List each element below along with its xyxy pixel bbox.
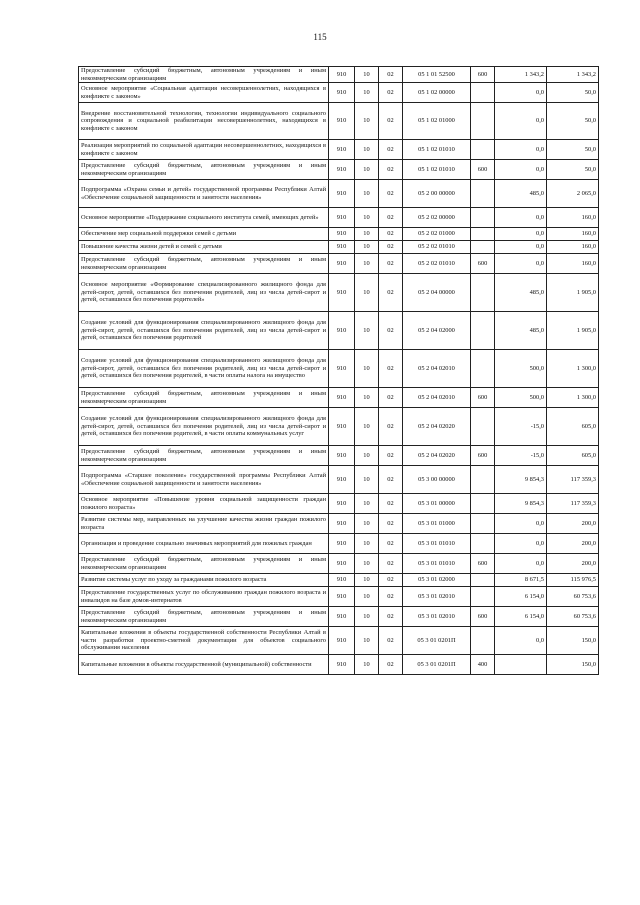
target-article-code: 05 2 04 02010 (403, 388, 471, 408)
section-code: 10 (355, 627, 379, 655)
grbs-code: 910 (329, 180, 355, 208)
expense-type-code: 600 (471, 554, 495, 574)
item-name: Реализация мероприятий по социальной адаптации несовершеннолетних, находящихся в конфликте с законом (79, 140, 329, 160)
amount-change: 0,0 (495, 514, 547, 534)
expense-type-code (471, 228, 495, 241)
amount-change: 1 343,2 (495, 67, 547, 83)
page-number: 115 (313, 32, 327, 42)
section-code: 10 (355, 574, 379, 587)
item-name: Предоставление субсидий бюджетным, автономным учреждениям и иным некоммерческим организациям (79, 388, 329, 408)
subsection-code: 02 (379, 208, 403, 228)
expense-type-code (471, 350, 495, 388)
section-code: 10 (355, 208, 379, 228)
amount-change: 9 854,3 (495, 466, 547, 494)
expense-type-code: 600 (471, 607, 495, 627)
item-name: Основное мероприятие «Повышение уровня социальной защищенности граждан пожилого возраста» (79, 494, 329, 514)
expense-type-code (471, 587, 495, 607)
section-code: 10 (355, 103, 379, 140)
amount-total: 117 359,3 (547, 466, 599, 494)
expense-type-code (471, 83, 495, 103)
subsection-code: 02 (379, 655, 403, 675)
section-code: 10 (355, 350, 379, 388)
amount-total: 50,0 (547, 103, 599, 140)
item-name: Создание условий для функционирования специализированного жилищного фонда для детей-сирот, детей, оставшихся без попечения родителей, лиц из числа детей-сирот и детей, оставшихся без попечения родителей (79, 312, 329, 350)
subsection-code: 02 (379, 67, 403, 83)
subsection-code: 02 (379, 554, 403, 574)
target-article-code: 05 3 01 0201П (403, 655, 471, 675)
amount-total: 1 300,0 (547, 350, 599, 388)
section-code: 10 (355, 466, 379, 494)
amount-total: 200,0 (547, 514, 599, 534)
table-row (79, 180, 599, 208)
target-article-code: 05 3 01 01010 (403, 534, 471, 554)
item-name: Подпрограмма «Охрана семьи и детей» государственной программы Республики Алтай «Обеспечение социальной защищенности и занятости населения» (79, 180, 329, 208)
expense-type-code (471, 514, 495, 534)
grbs-code: 910 (329, 241, 355, 254)
target-article-code: 05 3 00 00000 (403, 466, 471, 494)
item-name: Организация и проведение социально значимых мероприятий для пожилых граждан (79, 534, 329, 554)
subsection-code: 02 (379, 160, 403, 180)
subsection-code: 02 (379, 446, 403, 466)
grbs-code: 910 (329, 254, 355, 274)
target-article-code: 05 2 02 00000 (403, 208, 471, 228)
grbs-code: 910 (329, 627, 355, 655)
amount-change: 0,0 (495, 83, 547, 103)
amount-change: 500,0 (495, 350, 547, 388)
amount-total: 1 343,2 (547, 67, 599, 83)
amount-total: 60 753,6 (547, 587, 599, 607)
section-code: 10 (355, 514, 379, 534)
table-row (79, 160, 599, 180)
amount-total: 160,0 (547, 254, 599, 274)
subsection-code: 02 (379, 494, 403, 514)
table-row (79, 655, 599, 675)
amount-total: 605,0 (547, 446, 599, 466)
table-row (79, 514, 599, 534)
amount-total: 160,0 (547, 228, 599, 241)
table-row (79, 103, 599, 140)
expense-type-code: 600 (471, 388, 495, 408)
amount-change: 9 854,3 (495, 494, 547, 514)
item-name: Развитие системы мер, направленных на улучшение качества жизни граждан пожилого возраста (79, 514, 329, 534)
grbs-code: 910 (329, 388, 355, 408)
table-row (79, 140, 599, 160)
section-code: 10 (355, 274, 379, 312)
item-name: Повышение качества жизни детей и семей с детьми (79, 241, 329, 254)
table-row (79, 241, 599, 254)
section-code: 10 (355, 67, 379, 83)
grbs-code: 910 (329, 160, 355, 180)
section-code: 10 (355, 554, 379, 574)
amount-total: 200,0 (547, 534, 599, 554)
amount-change: 0,0 (495, 103, 547, 140)
item-name: Создание условий для функционирования специализированного жилищного фонда для детей-сирот, детей, оставшихся без попечения родителей, лиц из числа детей-сирот и детей, оставшихся без попечения родителей, в части оплаты коммунальных услуг (79, 408, 329, 446)
section-code: 10 (355, 587, 379, 607)
grbs-code: 910 (329, 494, 355, 514)
amount-change (495, 655, 547, 675)
table-row (79, 67, 599, 83)
amount-change: 0,0 (495, 534, 547, 554)
amount-change: 0,0 (495, 228, 547, 241)
subsection-code: 02 (379, 241, 403, 254)
grbs-code: 910 (329, 574, 355, 587)
item-name: Развитие системы услуг по уходу за гражданами пожилого возраста (79, 574, 329, 587)
subsection-code: 02 (379, 312, 403, 350)
amount-change: 0,0 (495, 627, 547, 655)
table-row (79, 587, 599, 607)
subsection-code: 02 (379, 140, 403, 160)
target-article-code: 05 2 02 01000 (403, 228, 471, 241)
amount-total: 1 905,0 (547, 274, 599, 312)
item-name: Предоставление субсидий бюджетным, автономным учреждениям и иным некоммерческим организациям (79, 554, 329, 574)
grbs-code: 910 (329, 466, 355, 494)
amount-total: 200,0 (547, 554, 599, 574)
table-row (79, 574, 599, 587)
table-row (79, 83, 599, 103)
table-row (79, 208, 599, 228)
section-code: 10 (355, 534, 379, 554)
expense-type-code (471, 466, 495, 494)
expense-type-code: 600 (471, 254, 495, 274)
target-article-code: 05 2 04 02010 (403, 350, 471, 388)
section-code: 10 (355, 254, 379, 274)
grbs-code: 910 (329, 274, 355, 312)
expense-type-code: 600 (471, 160, 495, 180)
expense-type-code (471, 534, 495, 554)
target-article-code: 05 2 04 02000 (403, 312, 471, 350)
grbs-code: 910 (329, 83, 355, 103)
subsection-code: 02 (379, 627, 403, 655)
table-row (79, 350, 599, 388)
subsection-code: 02 (379, 83, 403, 103)
target-article-code: 05 3 01 00000 (403, 494, 471, 514)
expense-type-code (471, 312, 495, 350)
section-code: 10 (355, 241, 379, 254)
target-article-code: 05 3 01 0201П (403, 627, 471, 655)
target-article-code: 05 1 02 00000 (403, 83, 471, 103)
amount-total: 160,0 (547, 241, 599, 254)
amount-total: 605,0 (547, 408, 599, 446)
item-name: Капитальные вложения в объекты государственной (муниципальной) собственности (79, 655, 329, 675)
target-article-code: 05 3 01 02010 (403, 587, 471, 607)
amount-total: 117 359,3 (547, 494, 599, 514)
item-name: Подпрограмма «Старшее поколение» государственной программы Республики Алтай «Обеспечение социальной защищенности и занятости населения» (79, 466, 329, 494)
item-name: Предоставление государственных услуг по обслуживанию граждан пожилого возраста и инвалидов на базе домов-интернатов (79, 587, 329, 607)
table-row (79, 554, 599, 574)
item-name: Капитальные вложения в объекты государственной собственности Республики Алтай в части разработки проектно-сметной документации для объектов социального обслуживания населения (79, 627, 329, 655)
item-name: Создание условий для функционирования специализированного жилищного фонда для детей-сирот, детей, оставшихся без попечения родителей, лиц из числа детей-сирот и детей, оставшихся без попечения родителей, в части оплаты налога на имущество (79, 350, 329, 388)
grbs-code: 910 (329, 408, 355, 446)
table-row (79, 607, 599, 627)
amount-total: 60 753,6 (547, 607, 599, 627)
target-article-code: 05 3 01 02010 (403, 607, 471, 627)
subsection-code: 02 (379, 254, 403, 274)
amount-total: 115 976,5 (547, 574, 599, 587)
expense-type-code (471, 180, 495, 208)
grbs-code: 910 (329, 514, 355, 534)
target-article-code: 05 1 02 01010 (403, 140, 471, 160)
budget-table (78, 66, 599, 675)
table-row (79, 494, 599, 514)
expense-type-code (471, 274, 495, 312)
subsection-code: 02 (379, 103, 403, 140)
table-row (79, 466, 599, 494)
table-row (79, 312, 599, 350)
grbs-code: 910 (329, 103, 355, 140)
grbs-code: 910 (329, 67, 355, 83)
amount-change: 485,0 (495, 312, 547, 350)
grbs-code: 910 (329, 350, 355, 388)
amount-change: -15,0 (495, 446, 547, 466)
subsection-code: 02 (379, 587, 403, 607)
section-code: 10 (355, 228, 379, 241)
grbs-code: 910 (329, 228, 355, 241)
amount-total: 150,0 (547, 627, 599, 655)
subsection-code: 02 (379, 228, 403, 241)
amount-change: 0,0 (495, 241, 547, 254)
expense-type-code (471, 408, 495, 446)
item-name: Обеспечение мер социальной поддержки семей с детьми (79, 228, 329, 241)
expense-type-code (471, 494, 495, 514)
expense-type-code: 400 (471, 655, 495, 675)
table-row (79, 408, 599, 446)
section-code: 10 (355, 494, 379, 514)
target-article-code: 05 2 02 01010 (403, 254, 471, 274)
target-article-code: 05 3 01 01010 (403, 554, 471, 574)
amount-total: 150,0 (547, 655, 599, 675)
amount-total: 1 905,0 (547, 312, 599, 350)
subsection-code: 02 (379, 408, 403, 446)
amount-change: -15,0 (495, 408, 547, 446)
target-article-code: 05 1 02 01010 (403, 160, 471, 180)
section-code: 10 (355, 446, 379, 466)
subsection-code: 02 (379, 388, 403, 408)
table-row (79, 388, 599, 408)
target-article-code: 05 1 01 52500 (403, 67, 471, 83)
section-code: 10 (355, 160, 379, 180)
subsection-code: 02 (379, 574, 403, 587)
amount-change: 0,0 (495, 554, 547, 574)
target-article-code: 05 3 01 02000 (403, 574, 471, 587)
section-code: 10 (355, 655, 379, 675)
amount-change: 0,0 (495, 254, 547, 274)
item-name: Предоставление субсидий бюджетным, автономным учреждениям и иным некоммерческим организациям (79, 607, 329, 627)
subsection-code: 02 (379, 607, 403, 627)
grbs-code: 910 (329, 446, 355, 466)
expense-type-code: 600 (471, 446, 495, 466)
target-article-code: 05 2 02 01010 (403, 241, 471, 254)
subsection-code: 02 (379, 180, 403, 208)
expense-type-code (471, 208, 495, 228)
subsection-code: 02 (379, 274, 403, 312)
amount-change: 6 154,0 (495, 587, 547, 607)
table-row (79, 254, 599, 274)
amount-change: 0,0 (495, 160, 547, 180)
item-name: Предоставление субсидий бюджетным, автономным учреждениям и иным некоммерческим организациям (79, 446, 329, 466)
expense-type-code (471, 627, 495, 655)
section-code: 10 (355, 312, 379, 350)
section-code: 10 (355, 408, 379, 446)
grbs-code: 910 (329, 655, 355, 675)
target-article-code: 05 2 04 02020 (403, 408, 471, 446)
amount-total: 160,0 (547, 208, 599, 228)
amount-change: 485,0 (495, 180, 547, 208)
table-row (79, 274, 599, 312)
amount-change: 500,0 (495, 388, 547, 408)
expense-type-code (471, 241, 495, 254)
expense-type-code (471, 103, 495, 140)
table-row (79, 446, 599, 466)
expense-type-code: 600 (471, 67, 495, 83)
item-name: Основное мероприятие «Социальная адаптация несовершеннолетних, находящихся в конфликте с законом» (79, 83, 329, 103)
grbs-code: 910 (329, 140, 355, 160)
grbs-code: 910 (329, 312, 355, 350)
grbs-code: 910 (329, 587, 355, 607)
amount-change: 8 671,5 (495, 574, 547, 587)
grbs-code: 910 (329, 534, 355, 554)
section-code: 10 (355, 607, 379, 627)
amount-change: 0,0 (495, 140, 547, 160)
target-article-code: 05 3 01 01000 (403, 514, 471, 534)
target-article-code: 05 2 00 00000 (403, 180, 471, 208)
item-name: Внедрение восстановительной технологии, технологии индивидуального социального сопровождения и социальной реабилитации несовершеннолетних, находящихся в конфликте с законом (79, 103, 329, 140)
grbs-code: 910 (329, 208, 355, 228)
grbs-code: 910 (329, 607, 355, 627)
item-name: Основное мероприятие «Поддержание социального института семей, имеющих детей» (79, 208, 329, 228)
amount-change: 6 154,0 (495, 607, 547, 627)
section-code: 10 (355, 83, 379, 103)
grbs-code: 910 (329, 554, 355, 574)
item-name: Основное мероприятие «Формирование специализированного жилищного фонда для детей-сирот, детей, оставшихся без попечения родителей, лиц из числа детей-сирот и детей, оставшихся без попечения родителей» (79, 274, 329, 312)
subsection-code: 02 (379, 350, 403, 388)
table-row (79, 627, 599, 655)
section-code: 10 (355, 140, 379, 160)
table-row (79, 228, 599, 241)
amount-total: 50,0 (547, 160, 599, 180)
expense-type-code (471, 574, 495, 587)
expense-type-code (471, 140, 495, 160)
subsection-code: 02 (379, 534, 403, 554)
item-name: Предоставление субсидий бюджетным, автономным учреждениям и иным некоммерческим организациям (79, 160, 329, 180)
amount-change: 0,0 (495, 208, 547, 228)
table-body (79, 67, 599, 675)
target-article-code: 05 2 04 00000 (403, 274, 471, 312)
item-name: Предоставление субсидий бюджетным, автономным учреждениям и иным некоммерческим организациям (79, 254, 329, 274)
amount-total: 50,0 (547, 83, 599, 103)
item-name: Предоставление субсидий бюджетным, автономным учреждениям и иным некоммерческим организациям (79, 67, 329, 83)
amount-total: 50,0 (547, 140, 599, 160)
amount-total: 1 300,0 (547, 388, 599, 408)
section-code: 10 (355, 388, 379, 408)
subsection-code: 02 (379, 514, 403, 534)
subsection-code: 02 (379, 466, 403, 494)
section-code: 10 (355, 180, 379, 208)
table-row (79, 534, 599, 554)
target-article-code: 05 1 02 01000 (403, 103, 471, 140)
amount-total: 2 065,0 (547, 180, 599, 208)
target-article-code: 05 2 04 02020 (403, 446, 471, 466)
amount-change: 485,0 (495, 274, 547, 312)
